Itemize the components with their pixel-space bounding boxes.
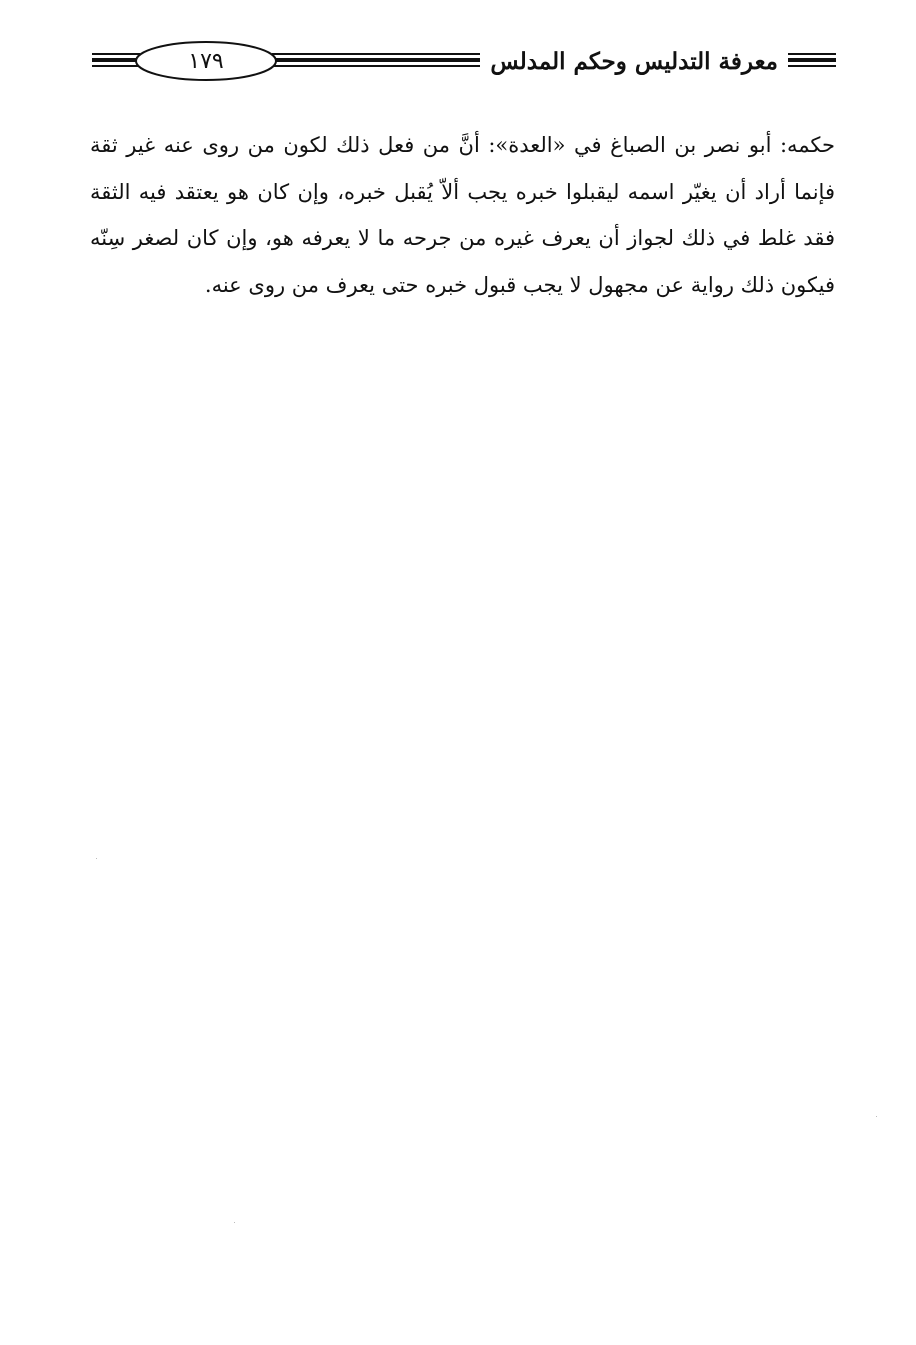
body-paragraph: حكمه: أبو نصر بن الصباغ في «العدة»: أنَّ من فعل ذلك لكون من روى عنه غير ثقة فإنما أراد أن يغيّر اسمه ليقبلوا خبره يجب ألاّ يُقبل خبره، وإن كان هو يعتقد فيه الثقة فقد غلط في ذلك لجواز أن يعرف غيره من جرحه ما لا يعرفه هو، وإن كان لصغر سِنّه فيكون ذلك رواية عن مجهول لا يجب قبول خبره حتى يعرف من روى عنه. xyxy=(90,133,835,297)
scan-speck xyxy=(234,1222,235,1223)
scan-speck xyxy=(96,858,97,859)
running-title: معرفة التدليس وحكم المدلس xyxy=(480,40,788,84)
page-number: ١٧٩ xyxy=(188,49,224,74)
scan-speck xyxy=(876,1116,877,1117)
page-header xyxy=(92,40,836,90)
